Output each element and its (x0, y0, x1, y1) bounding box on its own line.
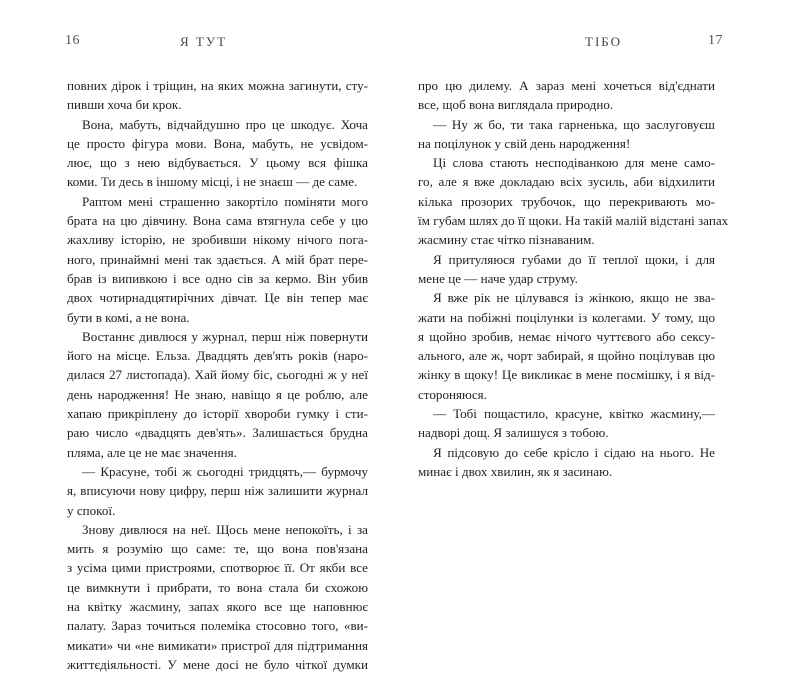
text-line: повних дірок і тріщин, на яких можна загинути, сту- (67, 78, 368, 93)
text-line: кілька прозорих трубочок, що перекривають мо- (418, 193, 715, 209)
text-line: жінку в щоку! Це викликає в мене посмішку, і я від- (418, 367, 715, 383)
text-line: на поцілунок у свій день народження! (418, 135, 631, 151)
text-line: жати на побіжні поцілунки із колегами. У тому, що (418, 309, 715, 325)
text-line: микати» чи «не вимикати» пристрої для підтримання (67, 637, 368, 653)
text-line: надворі дощ. Я залишуся з тобою. (418, 425, 609, 441)
text-line: жахливу історію, не зробивши нікому нічого пога- (67, 232, 368, 248)
text-line: минає і двох хвилин, як я засинаю. (418, 463, 613, 479)
text-line: життєдіяльності. У мене досі не було чіткої думки (67, 656, 368, 672)
text-line: Востаннє дивлюся у журнал, перш ніж повернути (82, 328, 368, 344)
text-line: їм губам шлях до її щоки. На такій малій відстані запах (418, 213, 729, 229)
page-body (418, 76, 729, 481)
text-line: Ці слова стають несподіванкою для мене само- (433, 155, 715, 171)
left-page (0, 0, 400, 672)
text-line: брав із випивкою і все одно сів за кермо. Він убив (67, 270, 368, 286)
text-line: палату. Зараз точиться полеміка стосовно того, «ви- (67, 618, 368, 634)
text-line: про цю дилему. А зараз мені хочеться від'єднати (418, 78, 715, 93)
text-line: бути в комі, а не вона. (67, 309, 190, 325)
running-head: ТІБО (585, 34, 623, 49)
text-line: Вона, мабуть, відчайдушно про це шкодує. Хоча (82, 116, 368, 132)
text-line: го, але я вже докладаю всіх зусиль, аби відхилити (418, 174, 715, 190)
text-line: дилася 27 листопада). Хай йому біс, сьогодні ж у неї (67, 367, 368, 383)
text-line: я, вписуючи нову цифру, перш ніж залишити журнал (67, 483, 368, 499)
text-line: хапаю прикріплену до історії хвороби гумку і сти- (67, 406, 368, 422)
text-line: Я вже рік не цілувався із жінкою, якщо не зва- (433, 290, 715, 306)
text-line: Я притуляюся губами до її теплої щоки, і для (433, 251, 715, 267)
text-line: стороняюся. (418, 386, 487, 402)
text-line: лює, що з нею відбувається. У цьому вся фішка (67, 155, 368, 171)
text-line: все, щоб вона виглядала природно. (418, 97, 614, 113)
text-line: двох чотирнадцятирічних дівчат. Це він тепер має (67, 290, 368, 306)
text-line: брата на цю дівчину. Вона сама втягнула себе у цю (67, 213, 368, 229)
text-line: день народження! Не знаю, навіщо я це роблю, але (67, 386, 368, 402)
text-line: мить я розумію що саме: те, що вона пов'язана (67, 541, 368, 557)
text-line: коми. Ти десь в іншому місці, і не знаєш — де саме. (67, 174, 358, 190)
text-line: раю число «двадцять дев'ять». Залишається брудна (67, 425, 368, 441)
text-line: пивши хоча би крок. (67, 97, 182, 113)
text-line: це просто фігура мови. Вона, мабуть, не усвідом- (67, 135, 368, 151)
text-line: жасмину стає чітко пізнаваним. (418, 232, 595, 248)
text-line: мене це — наче удар струму. (418, 270, 578, 286)
text-line: ного, принаймні мені так здається. А мій брат пере- (67, 251, 368, 267)
text-line: Я підсовую до себе крісло і сідаю на нього. Не (433, 444, 715, 460)
text-line: — Красуне, тобі ж сьогодні тридцять,— бурмочу (82, 463, 368, 479)
text-line: на квітку жасмину, запах якого все ще наповнює (67, 599, 368, 615)
text-line: його на місце. Ельза. Двадцять дев'ять років (наро- (67, 348, 368, 364)
running-head: Я ТУТ (180, 34, 228, 49)
page-number: 16 (65, 33, 80, 48)
page-body (67, 76, 368, 674)
text-line: — Ну ж бо, ти така гарненька, що заслуговуєш (433, 116, 715, 132)
text-line: — Тобі пощастило, красуне, квітко жасмину,— (433, 406, 715, 422)
right-page (400, 0, 800, 615)
text-line: ального, але ж, чорт забирай, я щойно поцілував цю (418, 348, 715, 364)
text-line: пляма, але це не має значення. (67, 444, 237, 460)
text-line: це вимкнути і прибрати, то вона стала би схожою (67, 579, 368, 595)
page-number: 17 (708, 33, 723, 48)
text-line: у спокої. (67, 502, 116, 518)
text-line: Знову дивлюся на неї. Щось мене непокоїть, і за (82, 521, 368, 537)
text-line: Раптом мені страшенно закортіло поміняти мого (82, 193, 368, 209)
text-line: я щойно зробив, немає нічого чуттєвого або сексу- (418, 328, 715, 344)
text-line: з усіма цими пристроями, спотворює її. От якби все (67, 560, 368, 576)
